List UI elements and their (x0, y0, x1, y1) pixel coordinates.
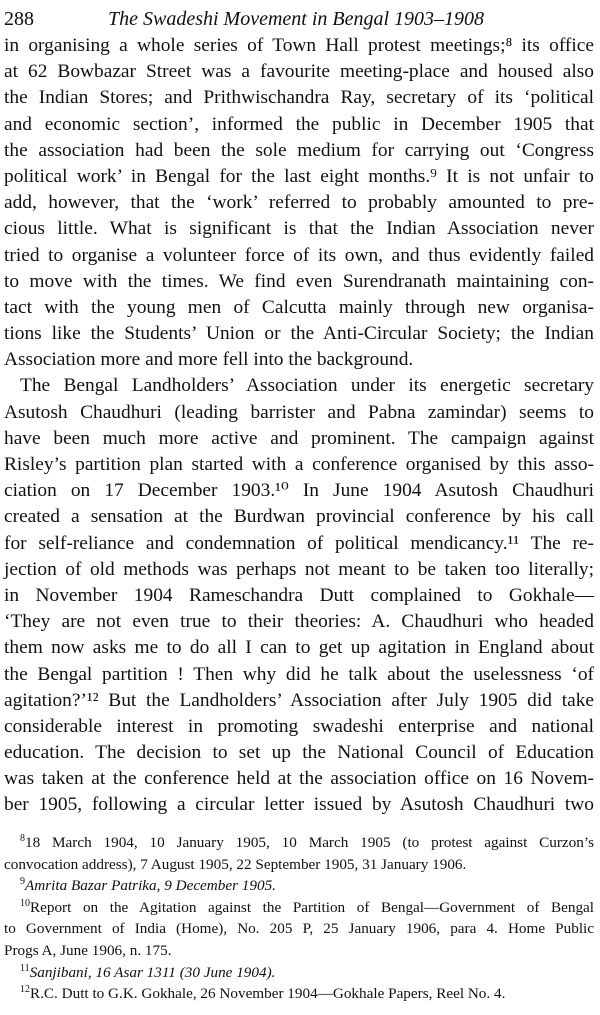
footnotes (4, 832, 594, 1005)
footnote-text: 18 March 1904, 10 January 1905, 10 March 1905 (to protest against Curzon’s (25, 834, 594, 851)
page-number: 288 (4, 8, 34, 30)
body-line: add, however, that the ‘work’ referred to probably amounted to pre- (4, 192, 594, 214)
footnote-12 (4, 983, 594, 1005)
footnote-marker: 8 (20, 832, 25, 844)
body-line: in November 1904 Rameschandra Dutt complained to Gokhale— (4, 584, 594, 606)
body-line: cious little. What is significant is that the Indian Association never (4, 218, 594, 240)
body-line: to move with the times. We find even Surendranath maintaining con- (4, 270, 594, 292)
body-line: the association had been the sole medium for carrying out ‘Congress (4, 139, 594, 161)
footnote-text: convocation address), 7 August 1905, 22 September 1905, 31 January 1906. (4, 855, 467, 873)
footnote-text: Amrita Bazar Patrika, 9 December 1905. (25, 877, 276, 895)
paragraph-start-line: The Bengal Landholders’ Association under its energetic secretary (20, 375, 594, 397)
footnote-text: R.C. Dutt to G.K. Gokhale, 26 November 1904—Gokhale Papers, Reel No. 4. (30, 985, 506, 1003)
body-line: jection of old methods was perhaps not meant to be taken too literally; (4, 558, 594, 580)
body-line: at 62 Bowbazar Street was a favourite meeting-place and housed also (4, 61, 594, 83)
footnote-text: Progs A, June 1906, n. 175. (4, 941, 172, 959)
body-line: was taken at the conference held at the association office on 16 Novem- (4, 768, 594, 790)
body-line: have been much more active and prominent. The campaign against (4, 427, 594, 449)
body-line: Asutosh Chaudhuri (leading barrister and Pabna zamindar) seems to (4, 401, 594, 423)
body-line: ciation on 17 December 1903.¹⁰ In June 1904 Asutosh Chaudhuri (4, 480, 594, 502)
body-line: tact with the young men of Calcutta mainly through new organisa- (4, 296, 594, 318)
footnote-8-continued (4, 854, 594, 876)
footnote-10 (4, 897, 594, 919)
body-line: ‘They are not even true to their theories: A. Chaudhuri who headed (4, 611, 594, 633)
footnote-text: Sanjibani, 16 Asar 1311 (30 June 1904). (29, 963, 276, 981)
footnote-10-continued (4, 940, 594, 962)
body-line: the Bengal partition ! Then why did he talk about the uselessness ‘of (4, 663, 594, 685)
body-text (4, 33, 594, 819)
body-line: political work’ in Bengal for the last eight months.⁹ It is not unfair to (4, 165, 594, 187)
body-line: agitation?’¹² But the Landholders’ Association after July 1905 did take (4, 689, 594, 711)
footnote-10-continued (4, 918, 594, 940)
footnote-9 (4, 875, 594, 897)
body-line: the Indian Stores; and Prithwischandra Ray, secretary of its ‘political (4, 87, 594, 109)
footnote-marker: 11 (20, 962, 30, 974)
running-title: The Swadeshi Movement in Bengal 1903–1908 (108, 8, 485, 30)
body-line: Association more and more fell into the background. (4, 349, 414, 371)
body-line: created a sensation at the Burdwan provincial conference by his call (4, 506, 594, 528)
page-header (4, 4, 594, 34)
footnote-marker: 12 (20, 984, 30, 996)
body-line: and economic section’, informed the public in December 1905 that (4, 113, 594, 135)
body-line: for self-reliance and condemnation of political mendicancy.¹¹ The re- (4, 532, 594, 554)
body-line: in organising a whole series of Town Hall protest meetings;⁸ its office (4, 35, 594, 56)
body-line: ber 1905, following a circular letter issued by Asutosh Chaudhuri two (4, 794, 594, 816)
footnote-marker: 10 (20, 897, 30, 909)
footnote-8 (4, 832, 594, 854)
footnote-marker: 9 (20, 876, 25, 888)
body-line: considerable interest in promoting swadeshi enterprise and national (4, 715, 594, 737)
body-line: Risley’s partition plan started with a conference organised by this asso- (4, 454, 594, 475)
footnote-text: to Government of India (Home), No. 205 P, 25 January 1906, para 4. Home Public (4, 920, 594, 938)
body-line: tions like the Students’ Union or the Anti-Circular Society; the Indian (4, 323, 594, 345)
body-line: education. The decision to set up the National Council of Education (4, 742, 594, 764)
footnote-11 (4, 962, 594, 984)
body-line: them now asks me to do all I can to get up agitation in England about (4, 637, 594, 659)
body-line: tried to organise a volunteer force of its own, and thus evidently failed (4, 244, 594, 266)
footnote-text: Report on the Agitation against the Partition of Bengal—Government of Bengal (30, 898, 594, 916)
